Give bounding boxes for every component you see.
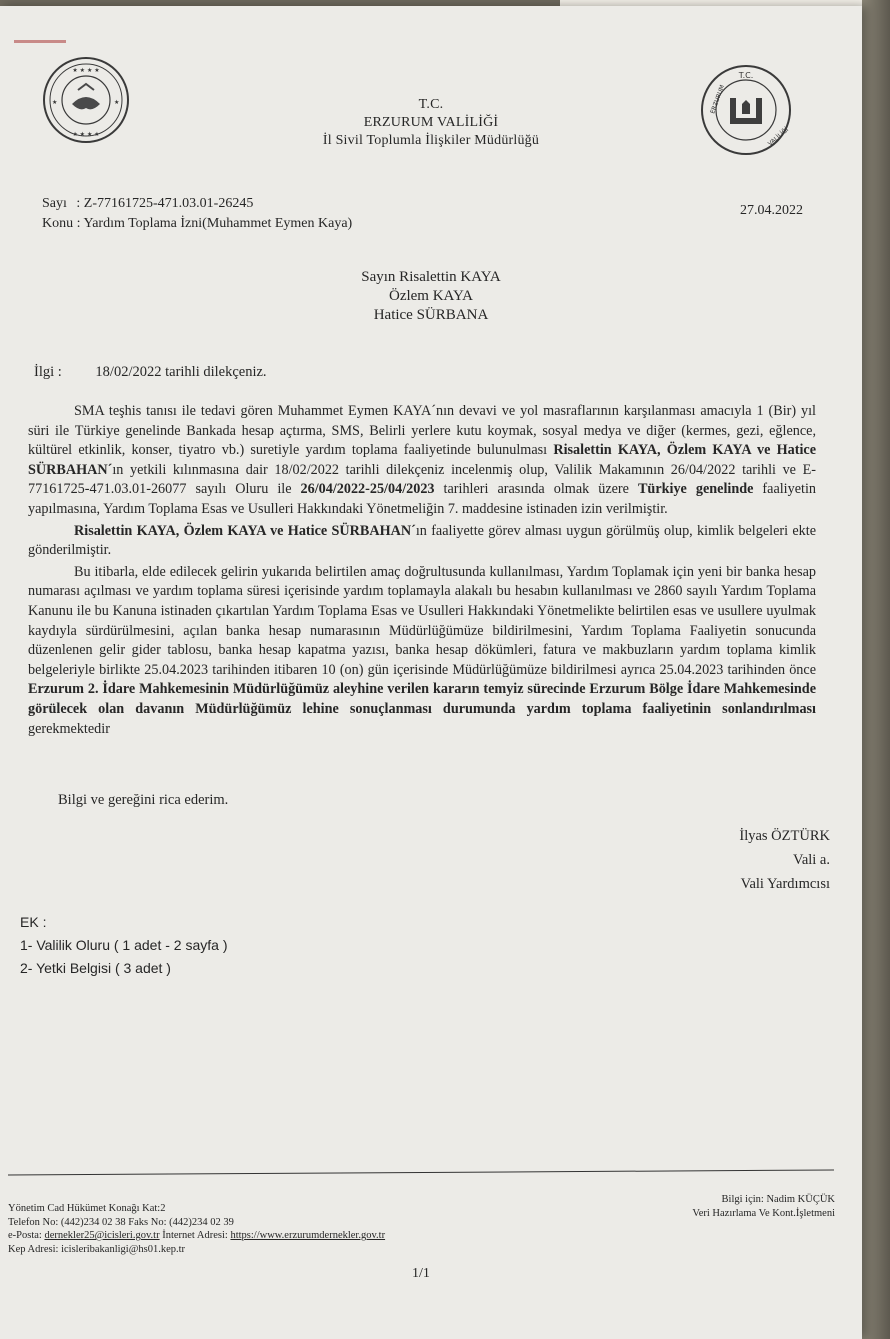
reference-number — [42, 196, 253, 212]
svg-text:ERZURUM: ERZURUM — [709, 83, 727, 115]
attachments — [20, 911, 227, 980]
p1-text-a: SMA teşhis tanısı ile tedavi gören Muhammet Eymen KAYA´nın devavi ve yol masraflarının karşılanması amacıyla 1 (Bir) yıl süri ile Türkiye genelinde Bankada hesap açtırma, SMS, Belirli yerlere kutu koymak, sosyal medya ve diğer (kermes, gezi, eğlence, kültürel etkinlik, konser, tiyatro vb.) suretiyle yardım toplama faaliyetinde bulunulması — [28, 403, 816, 459]
email-link[interactable]: dernekler25@icisleri.gov.tr — [44, 1230, 160, 1241]
closing-line: Bilgi ve gereğini rica ederim. — [58, 792, 229, 808]
footer-kep: Kep Adresi: icisleribakanligi@hs01.kep.tr — [8, 1243, 186, 1255]
attachment-item: 2- Yetki Belgisi ( 3 adet ) — [20, 960, 171, 976]
konu-value: : Yardım Toplama İzni(Muhammet Eymen Kaya) — [76, 216, 353, 231]
document-page — [0, 6, 862, 1339]
svg-text:★: ★ — [52, 99, 58, 106]
p2-bold-names: Risalettin KAYA, Özlem KAYA ve Hatice SÜRBAHAN´ — [74, 522, 416, 539]
ilgi-label: İlgi : — [34, 364, 62, 380]
info-contact: Bilgi için: Nadim KÜÇÜK — [721, 1194, 835, 1205]
p3-bold-court: Erzurum 2. İdare Mahkemesinin Müdürlüğümüz aleyhine verilen kararın temyiz sürecinde Erzurum Bölge İdare Mahkemesinde görülecek olan davanın Müdürlüğümüz lehine sonuçlanması durumunda yardım toplama faaliyetinin sonlandırılması — [28, 681, 816, 717]
footer-info — [655, 1193, 835, 1221]
sayi-label: Sayı — [42, 196, 67, 211]
page-number: 1/1 — [412, 1266, 430, 1281]
letterhead — [0, 96, 862, 150]
signer-name: İlyas ÖZTÜRK — [739, 828, 830, 844]
p1-text-g: faaliyetin yapılmasına, Yardım Toplama Esas ve Usulleri Hakkındaki Yönetmeliğin 7. maddesine istinaden izin verilmiştir. — [28, 481, 816, 517]
letterhead-tc: T.C. — [418, 97, 444, 112]
letterhead-directorate: İl Sivil Toplumla İlişkiler Müdürlüğü — [322, 133, 540, 148]
p1-bold-dates: 26/04/2022-25/04/2023 — [300, 481, 435, 498]
letter-body — [28, 402, 816, 741]
svg-text:VALİLİĞİ: VALİLİĞİ — [766, 126, 791, 148]
ilgi-value: 18/02/2022 tarihli dilekçeniz. — [95, 364, 267, 380]
attachment-item: 1- Valilik Oluru ( 1 adet - 2 sayfa ) — [20, 937, 228, 953]
svg-text:★: ★ — [114, 99, 120, 106]
p1-bold-region: Türkiye genelinde — [637, 481, 754, 498]
paragraph-3 — [28, 563, 816, 739]
signer-title-1: Vali a. — [792, 852, 830, 868]
email-label: e-Posta: — [8, 1230, 45, 1241]
footer-contact — [8, 1202, 385, 1256]
signature-block — [700, 824, 830, 896]
web-label: İnternet Adresi: — [159, 1230, 231, 1241]
web-link[interactable]: https://www.erzurumdernekler.gov.tr — [230, 1230, 386, 1241]
sayi-value: : Z-77161725-471.03.01-26245 — [76, 196, 254, 211]
paper-edge-shadow — [862, 0, 890, 1339]
p2-text: ın faaliyette görev alması uygun görülmüş olup, kimlik belgeleri ekte gönderilmiştir. — [28, 522, 816, 559]
svg-text:★ ★ ★ ★: ★ ★ ★ ★ — [72, 131, 100, 138]
related-line — [34, 364, 267, 381]
addressee-block — [0, 268, 862, 325]
addressee-1: Sayın Risalettin KAYA — [361, 269, 501, 285]
p1-text-e: tarihleri arasında olmak üzere — [434, 481, 638, 498]
letterhead-governorship: ERZURUM VALİLİĞİ — [363, 115, 499, 130]
addressee-3: Hatice SÜRBANA — [373, 307, 489, 323]
paragraph-1 — [28, 402, 816, 520]
attachments-label: EK : — [20, 914, 47, 930]
addressee-2: Özlem KAYA — [388, 288, 474, 304]
svg-text:★ ★ ★ ★: ★ ★ ★ ★ — [72, 67, 100, 74]
p3-text-c: gerekmektedir — [28, 720, 110, 737]
p1-bold-names: Risalettin KAYA, Özlem KAYA ve Hatice SÜRBAHAN´ — [28, 442, 816, 478]
subject-line — [42, 216, 352, 232]
konu-label: Konu — [42, 216, 74, 231]
pen-mark — [14, 40, 66, 43]
footer-address: Yönetim Cad Hükümet Konağı Kat:2 — [8, 1203, 166, 1214]
footer-phone: Telefon No: (442)234 02 38 Faks No: (442)234 02 39 — [8, 1216, 234, 1228]
signer-title-2: Vali Yardımcısı — [740, 876, 830, 892]
paragraph-2 — [28, 522, 816, 561]
document-date: 27.04.2022 — [740, 203, 803, 218]
svg-text:T.C.: T.C. — [738, 71, 754, 80]
footer-divider — [8, 1169, 834, 1175]
p3-text-a: Bu itibarla, elde edilecek gelirin yukarıda belirtilen amaç doğrultusunda kullanılması, Yardım Toplamak için yeni bir banka hesap numarası açılması ve yardım toplama süresi içerisinde yardım toplamayla alakalı bu hesabın kullanılması ve 2860 sayılı Yardım Toplama Kanunu ile bu Kanuna istinaden çıkartılan Yardım Toplama Esas ve Usulleri Hakkındaki Yönetmelikte belirtilen esas ve usullere uyulmak kaydıyla sürdürülmesini, açılan banka hesap numarasının Müdürlüğümüze bildirilmesini, Yardım Toplama Faaliyetin sonucunda düzenlenen gelir gider tablosu, banka hesap kapatma yazısı, banka hesap dökümleri, fatura ve makbuzların yardım toplama kimlik belgeleriyle birlikte 25.04.2023 tarihinden itibaren 10 (on) gün içerisinde Müdürlüğümüze bildirilmesi ayrıca 25.04.2023 tarihinden önce — [28, 563, 816, 678]
p1-text-c: ın yetkili kılınmasına dair 18/02/2022 tarihli dilekçeniz incelenmiş olup, Valilik Makamının 26/04/2022 tarihli ve E-77161725-471.03.01-26077 sayılı Oluru ile — [28, 461, 816, 498]
footer-email-web — [8, 1229, 385, 1243]
info-role: Veri Hazırlama Ve Kont.İşletmeni — [692, 1208, 835, 1219]
